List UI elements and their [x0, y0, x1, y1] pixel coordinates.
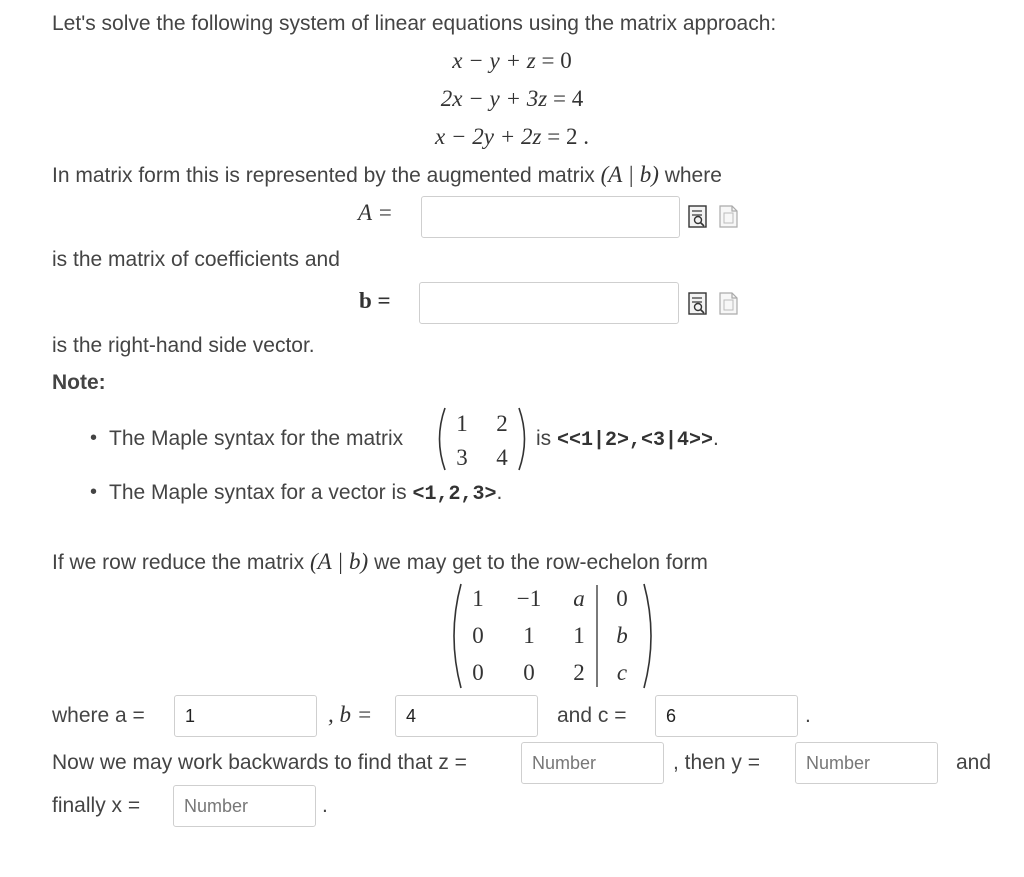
a-value-input[interactable] — [174, 695, 317, 737]
left-paren — [440, 408, 446, 470]
matrix-cell: 0 — [472, 623, 484, 648]
matrix-form-text: In matrix form this is represented by the augmented matrix — [52, 164, 595, 187]
sentence-end: . — [322, 794, 328, 817]
matrix-cell: 0 — [472, 660, 484, 685]
equation-end: . — [583, 124, 589, 149]
equals-sign: = — [547, 124, 561, 149]
rhs-vector-text: is the right-hand side vector. — [52, 334, 315, 357]
finally-x-label: finally x = — [52, 794, 141, 817]
matrix-cell: 2 — [573, 660, 585, 685]
matrix-cell: 0 — [616, 586, 628, 611]
sentence-end: . — [496, 481, 503, 504]
row-reduce-text: If we row reduce the matrix — [52, 551, 305, 574]
matrix-cell: 4 — [496, 445, 508, 470]
example-matrix — [432, 405, 532, 473]
syntax-help-icon[interactable] — [719, 205, 739, 229]
b-vector-input[interactable] — [419, 282, 679, 324]
equation-lhs: x − y + z — [452, 48, 536, 73]
matrix-cell: 1 — [472, 586, 484, 611]
equation-rhs: 2 — [565, 124, 578, 149]
matrix-cell: b — [616, 623, 628, 648]
row-reduce-sentence — [52, 549, 708, 575]
is-word: is — [536, 427, 552, 450]
vector-syntax-code: <1,2,3> — [412, 483, 497, 506]
matrix-syntax-code: <<1|2>,<3|4>> — [557, 429, 714, 452]
preview-icon[interactable] — [688, 205, 708, 229]
equation-lhs: 2x − y + 3z — [440, 86, 548, 111]
y-value-input[interactable] — [795, 742, 938, 784]
sentence-end: . — [713, 427, 719, 450]
matrix-cell: 1 — [456, 411, 468, 436]
matrix-cell: 3 — [456, 445, 468, 470]
bullet-1-syntax — [536, 427, 719, 452]
intro-text: Let's solve the following system of linear equations using the matrix approach: — [52, 12, 777, 35]
c-value-input[interactable] — [655, 695, 798, 737]
row-echelon-matrix — [445, 580, 660, 692]
matrix-cell: 0 — [523, 660, 535, 685]
equation-1 — [0, 48, 1024, 74]
equation-3 — [0, 124, 1024, 150]
z-value-input[interactable] — [521, 742, 664, 784]
row-reduce-suffix: we may get to the row-echelon form — [374, 551, 708, 574]
x-value-input[interactable] — [173, 785, 316, 827]
and-c-label: and c = — [557, 704, 627, 727]
b-value-label: , b = — [328, 702, 373, 727]
bullet-2 — [109, 481, 502, 506]
augmented-notation: (A | b) — [600, 162, 659, 187]
equals-sign: = — [541, 48, 555, 73]
bullet-dot: • — [90, 481, 98, 503]
right-paren — [644, 584, 651, 688]
coefficients-text: is the matrix of coefficients and — [52, 248, 340, 271]
syntax-help-icon[interactable] — [719, 292, 739, 316]
preview-icon[interactable] — [688, 292, 708, 316]
augmented-notation: (A | b) — [309, 549, 369, 574]
left-paren — [454, 584, 461, 688]
matrix-cell: 2 — [496, 411, 508, 436]
right-paren — [519, 408, 525, 470]
note-label: Note: — [52, 371, 106, 394]
bullet-1-text: The Maple syntax for the matrix — [109, 427, 404, 450]
sentence-end: . — [805, 704, 811, 727]
matrix-cell: 1 — [573, 623, 585, 648]
work-backwards-text: Now we may work backwards to find that z = — [52, 751, 467, 774]
matrix-form-sentence — [52, 162, 722, 188]
where-a-label: where a = — [52, 704, 145, 727]
matrix-cell: c — [616, 660, 628, 685]
matrix-cell: 1 — [523, 623, 535, 648]
matrix-form-suffix: where — [664, 164, 722, 187]
b-vector-label: b = — [359, 288, 391, 313]
bullet-2-text: The Maple syntax for a vector is — [109, 481, 407, 504]
equation-lhs: x − 2y + 2z — [435, 124, 542, 149]
then-y-label: , then y = — [673, 751, 760, 774]
equation-rhs: 4 — [571, 86, 584, 111]
matrix-cell: a — [573, 586, 585, 611]
matrix-cell: −1 — [516, 586, 542, 611]
b-value-input[interactable] — [395, 695, 538, 737]
and-text: and — [956, 751, 992, 774]
equation-2 — [0, 86, 1024, 112]
equation-rhs: 0 — [560, 48, 572, 73]
equals-sign: = — [552, 86, 566, 111]
bullet-dot: • — [90, 427, 98, 449]
a-matrix-input[interactable] — [421, 196, 680, 238]
a-matrix-label: A = — [358, 200, 393, 225]
